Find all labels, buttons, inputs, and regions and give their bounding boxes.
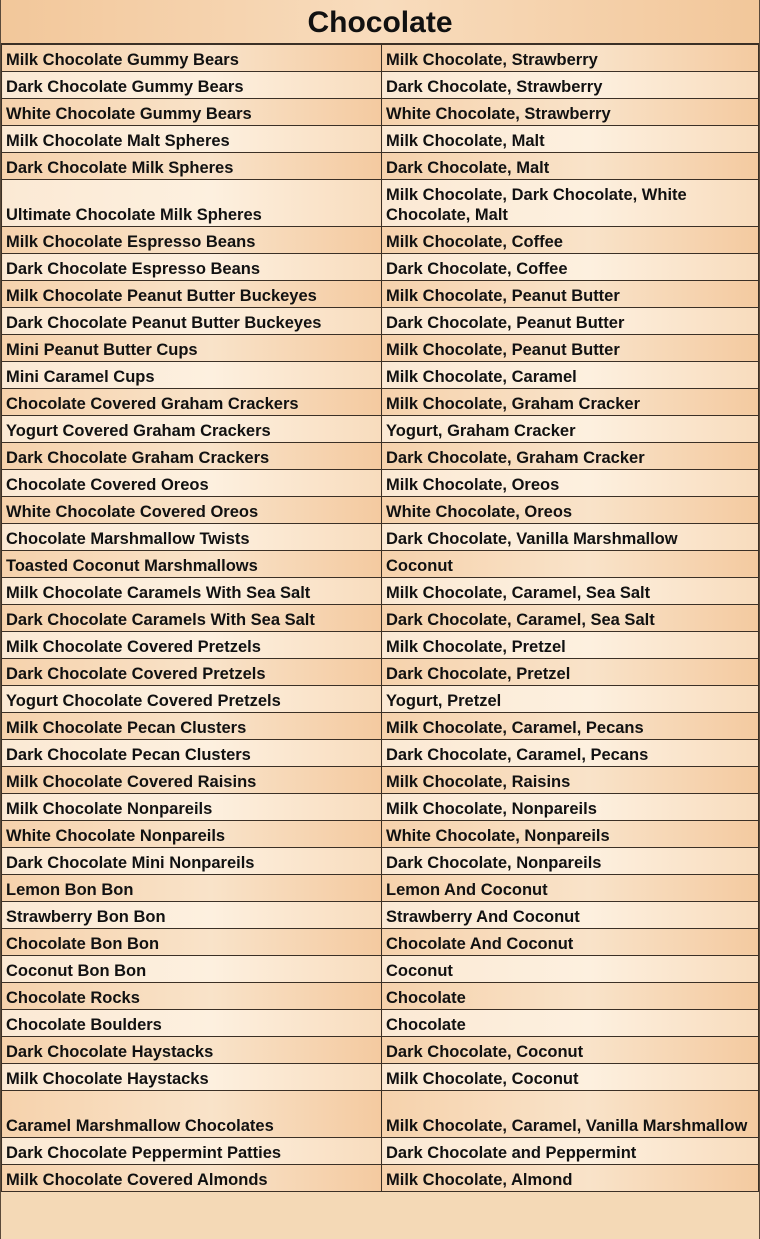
ingredients-cell: Milk Chocolate, Malt: [382, 126, 759, 153]
ingredients-cell: Milk Chocolate, Raisins: [382, 767, 759, 794]
ingredients-cell: Chocolate: [382, 983, 759, 1010]
product-name-cell: Mini Caramel Cups: [2, 362, 382, 389]
product-name-cell: Dark Chocolate Espresso Beans: [2, 254, 382, 281]
product-name-cell: Chocolate Bon Bon: [2, 929, 382, 956]
table-row: [2, 794, 759, 821]
ingredients-cell: Yogurt, Graham Cracker: [382, 416, 759, 443]
ingredients-cell: Milk Chocolate, Peanut Butter: [382, 281, 759, 308]
table-row: [2, 686, 759, 713]
ingredients-cell: Milk Chocolate, Caramel, Sea Salt: [382, 578, 759, 605]
product-name-cell: Caramel Marshmallow Chocolates: [2, 1091, 382, 1138]
ingredients-cell: White Chocolate, Nonpareils: [382, 821, 759, 848]
table-row: [2, 1138, 759, 1165]
table-row: [2, 72, 759, 99]
table-row: [2, 1037, 759, 1064]
product-name-cell: Dark Chocolate Peppermint Patties: [2, 1138, 382, 1165]
product-name-cell: Milk Chocolate Gummy Bears: [2, 45, 382, 72]
table-row: [2, 1165, 759, 1192]
product-name-cell: Milk Chocolate Pecan Clusters: [2, 713, 382, 740]
table-row: [2, 1091, 759, 1138]
product-name-cell: Mini Peanut Butter Cups: [2, 335, 382, 362]
ingredients-cell: Dark Chocolate, Coffee: [382, 254, 759, 281]
ingredients-cell: Chocolate: [382, 1010, 759, 1037]
ingredients-cell: Milk Chocolate, Caramel: [382, 362, 759, 389]
ingredients-cell: Milk Chocolate, Caramel, Pecans: [382, 713, 759, 740]
ingredients-cell: Coconut: [382, 956, 759, 983]
table-row: [2, 578, 759, 605]
table-row: [2, 254, 759, 281]
table-row: [2, 362, 759, 389]
ingredients-cell: Milk Chocolate, Coconut: [382, 1064, 759, 1091]
product-name-cell: Chocolate Marshmallow Twists: [2, 524, 382, 551]
product-name-cell: Milk Chocolate Malt Spheres: [2, 126, 382, 153]
product-name-cell: Chocolate Boulders: [2, 1010, 382, 1037]
ingredients-cell: Strawberry And Coconut: [382, 902, 759, 929]
ingredients-cell: Milk Chocolate, Graham Cracker: [382, 389, 759, 416]
table-row: [2, 605, 759, 632]
product-name-cell: Dark Chocolate Pecan Clusters: [2, 740, 382, 767]
ingredients-cell: Milk Chocolate, Oreos: [382, 470, 759, 497]
table-row: [2, 389, 759, 416]
ingredients-cell: Yogurt, Pretzel: [382, 686, 759, 713]
product-name-cell: Milk Chocolate Covered Pretzels: [2, 632, 382, 659]
ingredients-cell: Milk Chocolate, Pretzel: [382, 632, 759, 659]
ingredients-cell: White Chocolate, Oreos: [382, 497, 759, 524]
product-name-cell: Milk Chocolate Peanut Butter Buckeyes: [2, 281, 382, 308]
ingredients-cell: Dark Chocolate, Malt: [382, 153, 759, 180]
table-row: [2, 713, 759, 740]
product-name-cell: Milk Chocolate Caramels With Sea Salt: [2, 578, 382, 605]
product-name-cell: Coconut Bon Bon: [2, 956, 382, 983]
ingredients-cell: Milk Chocolate, Dark Chocolate, White Chocolate, Malt: [382, 180, 759, 227]
ingredients-cell: Milk Chocolate, Almond: [382, 1165, 759, 1192]
chocolate-table: [1, 44, 759, 1192]
product-name-cell: Ultimate Chocolate Milk Spheres: [2, 180, 382, 227]
table-row: [2, 443, 759, 470]
product-name-cell: Dark Chocolate Mini Nonpareils: [2, 848, 382, 875]
product-name-cell: Dark Chocolate Peanut Butter Buckeyes: [2, 308, 382, 335]
table-row: [2, 1064, 759, 1091]
ingredients-cell: Dark Chocolate, Pretzel: [382, 659, 759, 686]
ingredients-cell: Dark Chocolate, Graham Cracker: [382, 443, 759, 470]
page-title: Chocolate: [1, 0, 759, 44]
product-name-cell: White Chocolate Gummy Bears: [2, 99, 382, 126]
ingredients-cell: Dark Chocolate, Nonpareils: [382, 848, 759, 875]
table-row: [2, 956, 759, 983]
product-name-cell: Milk Chocolate Covered Raisins: [2, 767, 382, 794]
ingredients-cell: Dark Chocolate, Vanilla Marshmallow: [382, 524, 759, 551]
product-name-cell: Milk Chocolate Haystacks: [2, 1064, 382, 1091]
ingredients-cell: Lemon And Coconut: [382, 875, 759, 902]
table-row: [2, 632, 759, 659]
ingredients-cell: Milk Chocolate, Peanut Butter: [382, 335, 759, 362]
table-row: [2, 1010, 759, 1037]
product-name-cell: Chocolate Covered Oreos: [2, 470, 382, 497]
table-row: [2, 153, 759, 180]
product-name-cell: Chocolate Rocks: [2, 983, 382, 1010]
table-row: [2, 99, 759, 126]
ingredients-cell: White Chocolate, Strawberry: [382, 99, 759, 126]
table-row: [2, 497, 759, 524]
ingredients-cell: Dark Chocolate, Caramel, Pecans: [382, 740, 759, 767]
product-name-cell: Dark Chocolate Gummy Bears: [2, 72, 382, 99]
product-name-cell: Toasted Coconut Marshmallows: [2, 551, 382, 578]
table-row: [2, 740, 759, 767]
table-row: [2, 767, 759, 794]
table-row: [2, 227, 759, 254]
product-name-cell: Chocolate Covered Graham Crackers: [2, 389, 382, 416]
table-row: [2, 308, 759, 335]
table-row: [2, 180, 759, 227]
table-row: [2, 659, 759, 686]
table-row: [2, 470, 759, 497]
ingredients-cell: Milk Chocolate, Nonpareils: [382, 794, 759, 821]
product-name-cell: Dark Chocolate Caramels With Sea Salt: [2, 605, 382, 632]
product-name-cell: Dark Chocolate Covered Pretzels: [2, 659, 382, 686]
product-name-cell: Dark Chocolate Graham Crackers: [2, 443, 382, 470]
ingredients-cell: Chocolate And Coconut: [382, 929, 759, 956]
table-row: [2, 281, 759, 308]
table-row: [2, 848, 759, 875]
table-row: [2, 929, 759, 956]
table-row: [2, 983, 759, 1010]
ingredients-cell: Coconut: [382, 551, 759, 578]
product-name-cell: Lemon Bon Bon: [2, 875, 382, 902]
product-name-cell: White Chocolate Covered Oreos: [2, 497, 382, 524]
product-name-cell: Dark Chocolate Haystacks: [2, 1037, 382, 1064]
product-name-cell: White Chocolate Nonpareils: [2, 821, 382, 848]
ingredients-cell: Dark Chocolate, Coconut: [382, 1037, 759, 1064]
table-body: [2, 45, 759, 1192]
product-name-cell: Milk Chocolate Nonpareils: [2, 794, 382, 821]
product-name-cell: Milk Chocolate Espresso Beans: [2, 227, 382, 254]
ingredients-cell: Dark Chocolate, Strawberry: [382, 72, 759, 99]
table-row: [2, 335, 759, 362]
table-row: [2, 416, 759, 443]
ingredients-cell: Dark Chocolate, Peanut Butter: [382, 308, 759, 335]
product-name-cell: Yogurt Chocolate Covered Pretzels: [2, 686, 382, 713]
table-row: [2, 875, 759, 902]
ingredients-cell: Milk Chocolate, Coffee: [382, 227, 759, 254]
ingredients-cell: Dark Chocolate, Caramel, Sea Salt: [382, 605, 759, 632]
product-name-cell: Yogurt Covered Graham Crackers: [2, 416, 382, 443]
table-row: [2, 902, 759, 929]
table-row: [2, 551, 759, 578]
ingredients-cell: Milk Chocolate, Caramel, Vanilla Marshmallow: [382, 1091, 759, 1138]
product-name-cell: Dark Chocolate Milk Spheres: [2, 153, 382, 180]
table-row: [2, 126, 759, 153]
product-name-cell: Strawberry Bon Bon: [2, 902, 382, 929]
table-row: [2, 45, 759, 72]
ingredients-cell: Dark Chocolate and Peppermint: [382, 1138, 759, 1165]
ingredients-cell: Milk Chocolate, Strawberry: [382, 45, 759, 72]
table-row: [2, 821, 759, 848]
table-row: [2, 524, 759, 551]
product-name-cell: Milk Chocolate Covered Almonds: [2, 1165, 382, 1192]
